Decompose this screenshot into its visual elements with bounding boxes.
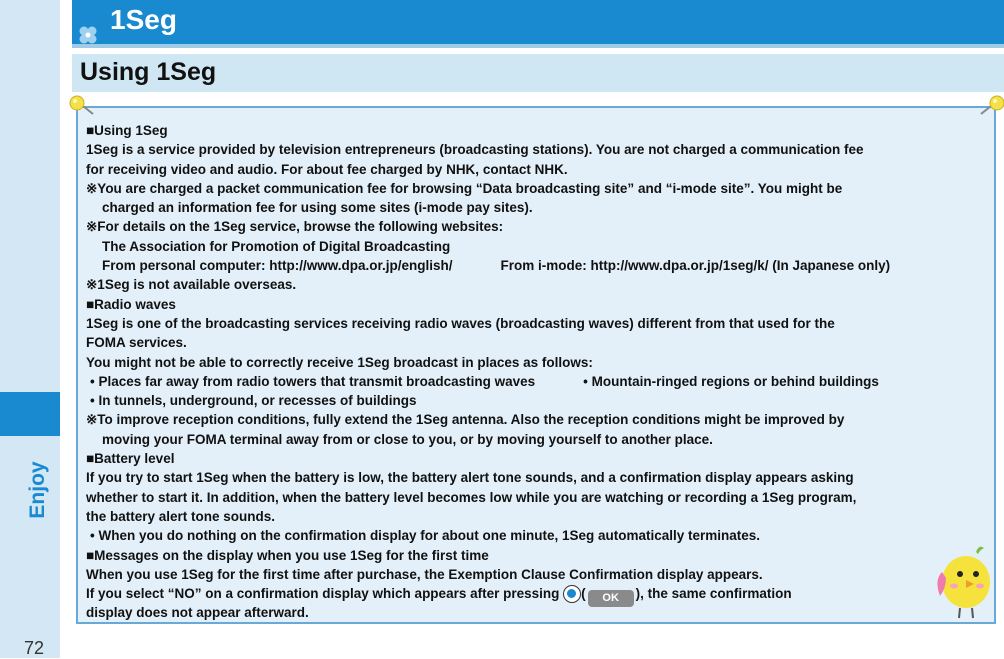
bullet-item: • When you do nothing on the confirmation display for about one minute, 1Seg automatically terminates. (90, 528, 761, 544)
paragraph-line: 1Seg is one of the broadcasting services receiving radio waves (broadcasting waves) different from that used for the (86, 315, 835, 331)
paragraph-line: You might not be able to correctly receive 1Seg broadcast in places as follows: (86, 354, 593, 370)
paragraph-line: for receiving video and audio. For about fee charged by NHK, contact NHK. (86, 161, 568, 177)
instruction-text-end: ), the same confirmation (635, 586, 792, 602)
heading-first-time-messages: ■Messages on the display when you use 1Seg for the first time (86, 547, 489, 563)
bullet-item: • Mountain-ringed regions or behind buildings (583, 373, 879, 389)
heading-radio-waves: ■Radio waves (86, 296, 176, 312)
side-tab-marker (0, 392, 60, 436)
note-line: ※1Seg is not available overseas. (86, 277, 297, 293)
ok-key-icon: OK (588, 590, 634, 607)
note-line: ※To improve reception conditions, fully extend the 1Seg antenna. Also the reception conditions might be improved by (86, 412, 845, 428)
paragraph-line: the battery alert tone sounds. (86, 508, 276, 524)
side-band (0, 0, 60, 658)
chick-mascot-icon (932, 542, 1002, 620)
paragraph-line: When you use 1Seg for the first time after purchase, the Exemption Clause Confirmation display appears. (86, 566, 763, 582)
chapter-title-bar (72, 0, 1004, 44)
note-line: moving your FOMA terminal away from or close to you, or by moving yourself to another place. (102, 431, 713, 447)
chapter-title: 1Seg (110, 4, 177, 35)
bullet-item: • In tunnels, underground, or recesses of buildings (90, 393, 417, 409)
page-number: 72 (24, 638, 45, 658)
heading-using-1seg: ■Using 1Seg (86, 123, 168, 138)
chapter-side-label: Enjoy (26, 461, 49, 519)
paragraph-line: 1Seg is a service provided by television entrepreneurs (broadcasting stations). You are not charged a communication fee (86, 142, 864, 158)
enter-key-icon (563, 585, 581, 603)
website-name: The Association for Promotion of Digital Broadcasting (102, 238, 451, 254)
bullet-row (86, 372, 996, 391)
pc-url: From personal computer: http://www.dpa.or.jp/english/ (102, 258, 453, 274)
instruction-text: If you select “NO” on a confirmation display which appears after pressing (86, 586, 560, 602)
note-line: ※For details on the 1Seg service, browse the following websites: (86, 219, 504, 235)
title-bar-stripe (72, 44, 1004, 48)
paragraph-line (86, 584, 996, 603)
section-title: Using 1Seg (80, 58, 217, 86)
note-line: ※You are charged a packet communication fee for browsing “Data broadcasting site” and “i-mode site”. You might be (86, 180, 843, 196)
body-text (86, 121, 996, 623)
bullet-item: • Places far away from radio towers that transmit broadcasting waves (90, 373, 536, 389)
paragraph-line: FOMA services. (86, 335, 187, 351)
imode-url: From i-mode: http://www.dpa.or.jp/1seg/k/ (In Japanese only) (500, 258, 891, 274)
note-line: charged an information fee for using some sites (i-mode pay sites). (102, 200, 533, 216)
pushpin-icon (978, 94, 1004, 118)
clover-icon (76, 24, 100, 46)
paragraph-line: display does not appear afterward. (86, 605, 309, 621)
heading-battery-level: ■Battery level (86, 451, 175, 467)
pushpin-icon (66, 94, 96, 118)
paren-open: ( (581, 586, 586, 602)
website-urls (86, 256, 996, 275)
paragraph-line: whether to start it. In addition, when the battery level becomes low while you are watching or recording a 1Seg program, (86, 489, 857, 505)
paragraph-line: If you try to start 1Seg when the battery is low, the battery alert tone sounds, and a confirmation display appears asking (86, 470, 854, 486)
